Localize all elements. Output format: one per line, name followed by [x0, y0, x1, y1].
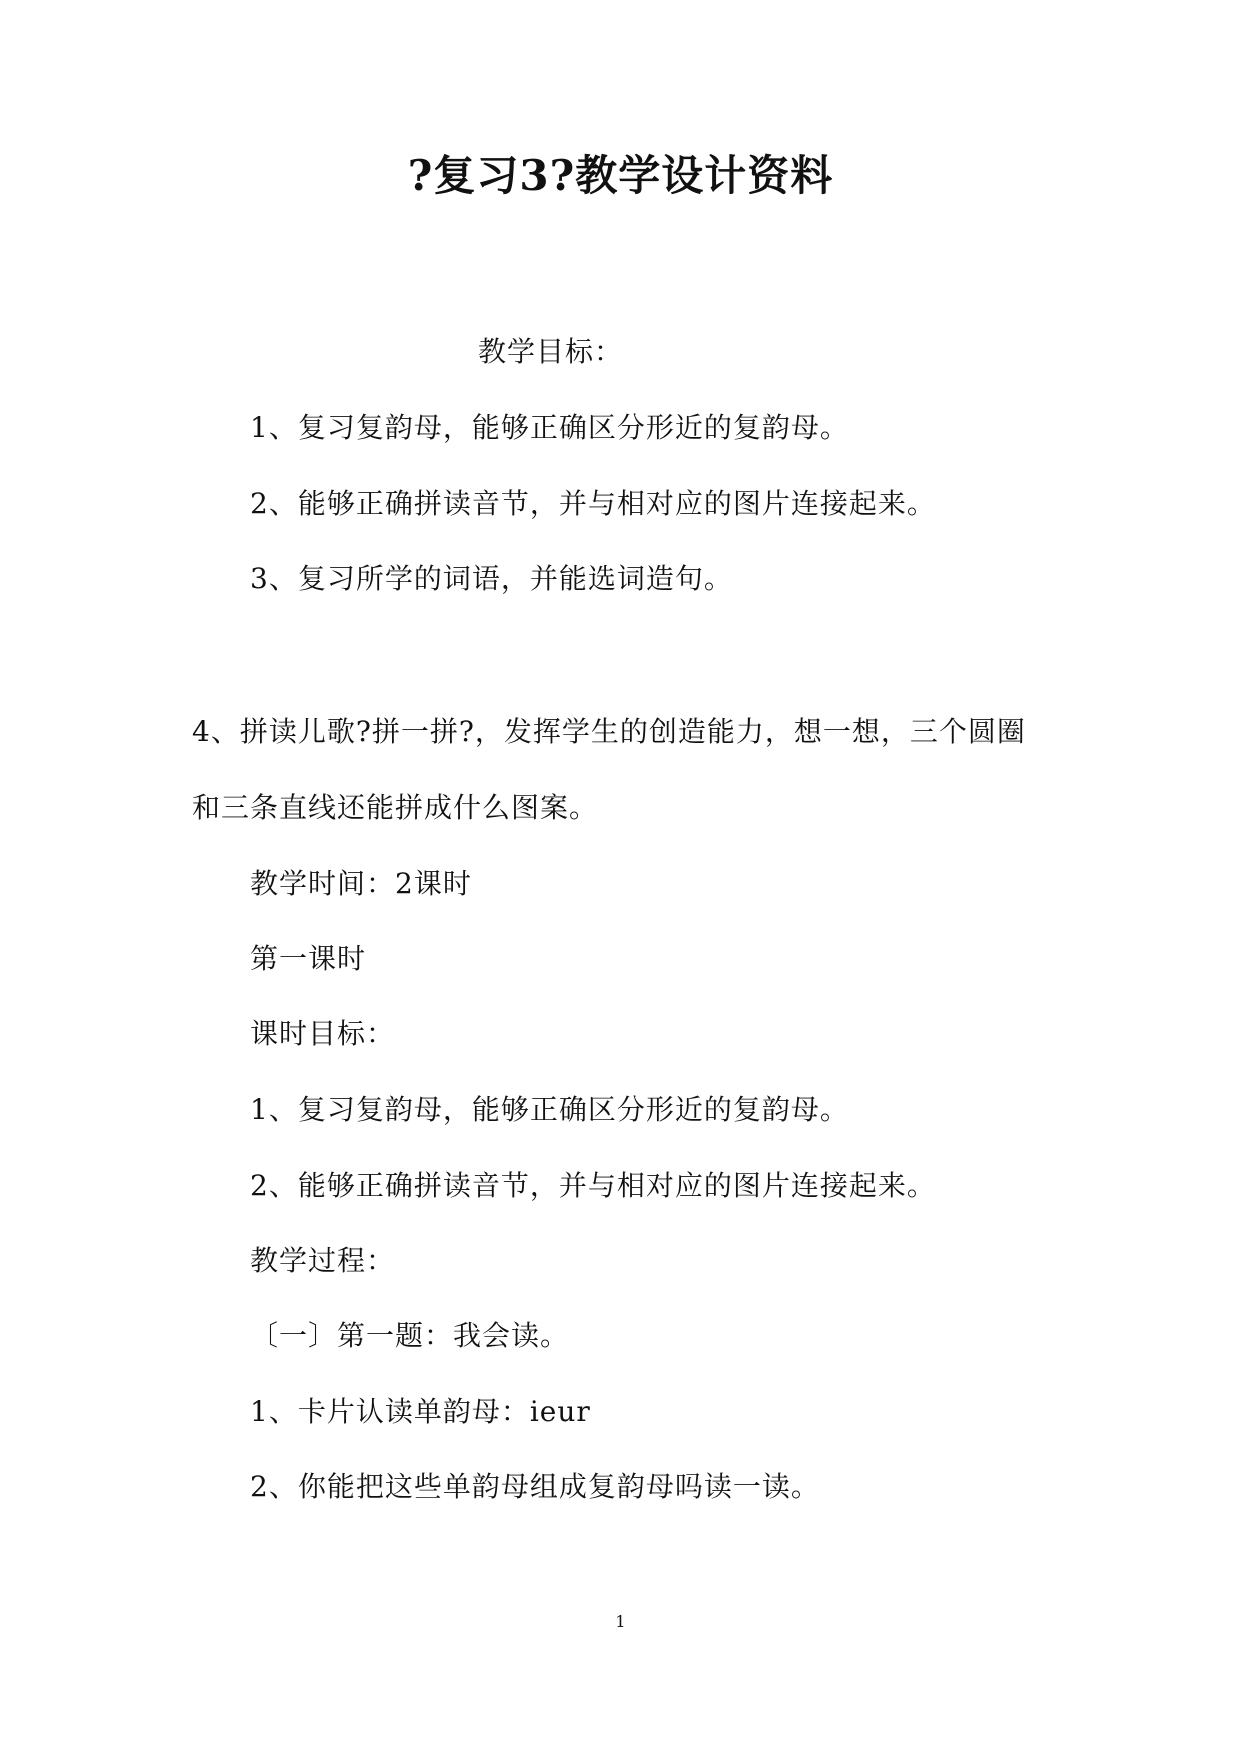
paragraph-line: 2、能够正确拼读音节，并与相对应的图片连接起来。: [250, 1169, 936, 1202]
paragraph-line: 1、复习复韵母，能够正确区分形近的复韵母。: [250, 411, 849, 444]
page-number: 1: [615, 1612, 626, 1631]
paragraph-line: 3、复习所学的词语，并能选词造句。: [250, 562, 733, 595]
paragraph-line: 〔一〕第一题：我会读。: [250, 1319, 570, 1352]
paragraph-line: 1、复习复韵母，能够正确区分形近的复韵母。: [250, 1093, 849, 1126]
paragraph-line: 2、你能把这些单韵母组成复韵母吗读一读。: [250, 1470, 820, 1503]
document-title: ?复习3?教学设计资料: [407, 151, 834, 200]
paragraph-line: 1、卡片认读单韵母：ieur: [250, 1395, 591, 1428]
teaching-process-heading: 教学过程：: [250, 1244, 396, 1277]
lesson-heading: 第一课时: [250, 942, 367, 975]
paragraph-line: 4、拼读儿歌?拼一拼?，发挥学生的创造能力，想一想，三个圆圈: [192, 715, 1026, 748]
paragraph-line: 2、能够正确拼读音节，并与相对应的图片连接起来。: [250, 487, 936, 520]
teaching-time-line: 教学时间：2课时: [250, 867, 472, 900]
section-heading-teaching-goals: 教学目标：: [478, 335, 624, 368]
lesson-goals-heading: 课时目标：: [250, 1017, 396, 1050]
paragraph-line: 和三条直线还能拼成什么图案。: [192, 791, 599, 824]
